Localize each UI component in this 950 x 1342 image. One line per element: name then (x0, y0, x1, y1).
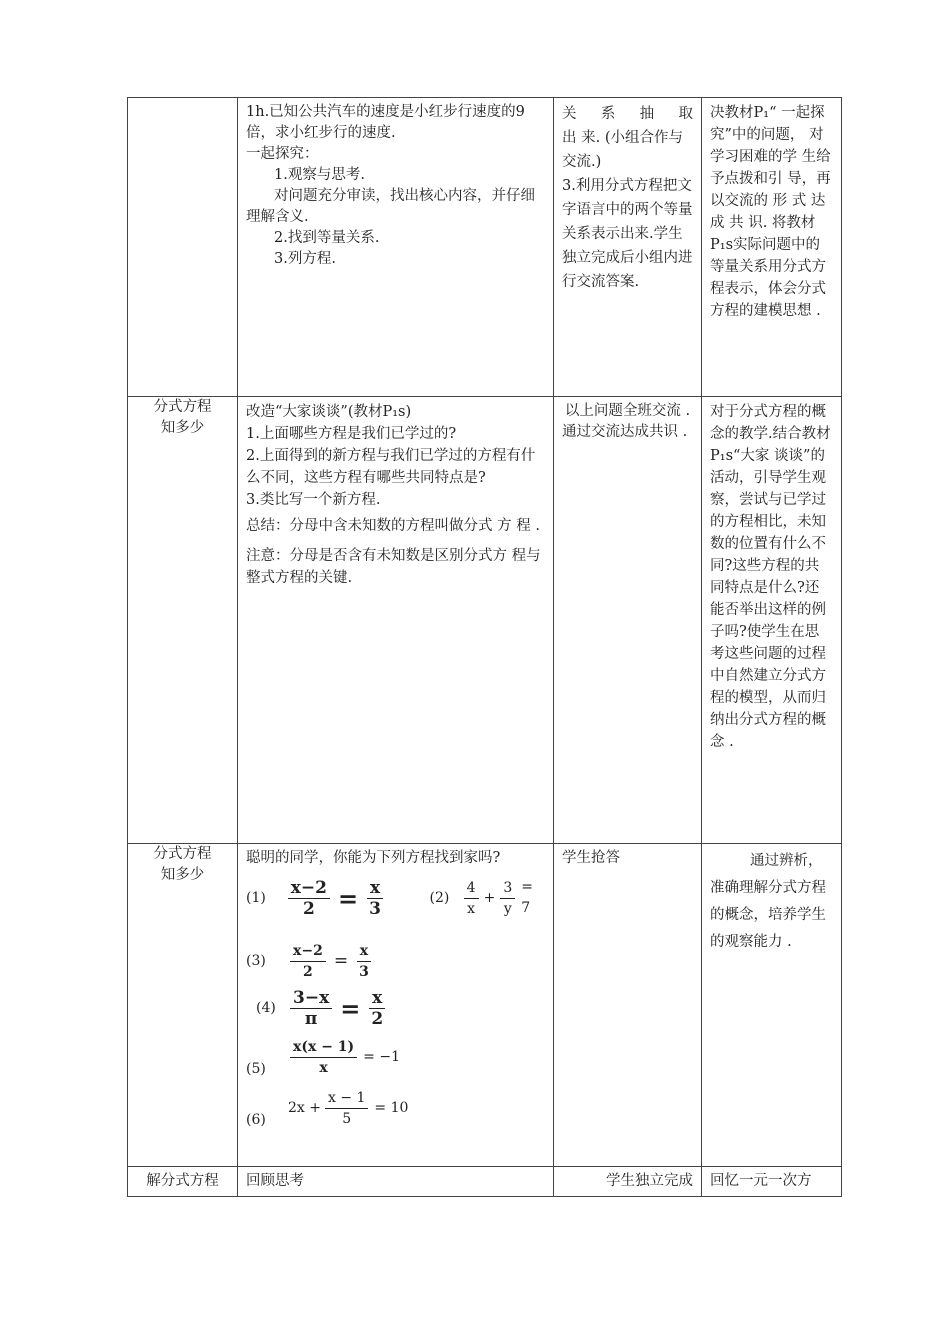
content-line: 1.上面哪些方程是我们已学过的? (246, 426, 457, 442)
note-line: 注意：分母是否含有未知数是区别分式方 程与整式方程的关键. (246, 548, 541, 586)
design-intent-cell: 对于分式方程的概念的教学.结合教材P₁s“大家 谈谈”的活动，引导学生观察，尝试与已学过的方程相比，未知数的位置有什么不同?这些方程的共同特点是什么?还能否举出这样的例子吗?使学生在思考这些问题的过程中自然建立分式方程的模型，从而归纳出分式方程的概念 . (702, 397, 842, 844)
step-1-detail: 对问题充分审读，找出核心内容，并仔细理解含义. (246, 188, 535, 225)
explore-heading: 一起探究： (246, 146, 319, 162)
content-line: 2.上面得到的新方程与我们已学过的方程有什么不同，这些方程有哪些共同特点是? (246, 448, 536, 486)
numerator: x−2 (290, 941, 326, 962)
fraction (325, 1088, 368, 1129)
table-row (128, 844, 842, 1167)
equation-number: (1) (246, 889, 266, 906)
student-line: 3.利用分式方程把文字语言中的两个等量关系表示出来.学生独立完成后小组内进行交流答案. (562, 178, 693, 290)
step-3: 3.列方程. (274, 251, 336, 267)
rhs: = 10 (374, 1100, 409, 1116)
equation-row-5 (246, 1035, 545, 1080)
lesson-plan-table (127, 97, 842, 1197)
denominator: y (503, 900, 512, 917)
equation-number: (2) (429, 889, 450, 906)
student-activity-cell (554, 397, 702, 844)
table-row (128, 98, 842, 397)
fraction (366, 878, 384, 919)
student-line: 关 系 抽 取 (562, 106, 693, 122)
content-cell (238, 844, 554, 1167)
step-1: 1.观察与思考. (274, 167, 365, 183)
student-line: 通过交流达成共识 . (562, 424, 688, 440)
equation-row-6 (246, 1086, 545, 1131)
design-intent-cell: 决教材P₁“ 一起探究”中的问题， 对学习困难的学 生给予点拨和引 导，再以交流的 形 式 达 成 共 识. 将教材P₁s实际问题中的等量关系用分式方程表示，体会分式方程的建模思想 . (702, 98, 842, 397)
table-row (128, 1167, 842, 1197)
equals-sign: = (333, 951, 349, 971)
equals-sign: = (340, 994, 361, 1023)
fraction (500, 878, 515, 919)
content-line: 改造“大家谈谈”(教材P₁s) (246, 404, 412, 420)
rhs: = 7 (521, 879, 533, 916)
numerator: x (357, 941, 371, 962)
stage-cell (128, 98, 238, 397)
equation-number: (3) (246, 953, 266, 969)
table-row (128, 397, 842, 844)
content-cell: 回顾思考 (238, 1167, 554, 1197)
denominator: 2 (303, 964, 313, 980)
content-cell (238, 98, 554, 397)
equation-number: (5) (246, 1061, 266, 1077)
denominator: x (319, 1060, 328, 1076)
problem-text: 1h.已知公共汽车的速度是小红步行速度的9倍，求小红步行的速度. (246, 104, 525, 141)
plus-sign: + (483, 889, 496, 906)
denominator: 3 (369, 898, 381, 919)
fraction (290, 941, 326, 982)
student-activity-cell: 学生独立完成 (554, 1167, 702, 1197)
numerator: 3 (500, 878, 515, 899)
denominator: 5 (342, 1111, 352, 1127)
fraction (356, 941, 372, 982)
step-2: 2.找到等量关系. (274, 230, 380, 246)
design-intent-cell: 回忆一元一次方 (702, 1167, 842, 1197)
student-activity-cell (554, 98, 702, 397)
numerator: 4 (464, 878, 479, 899)
equals-sign: = (337, 883, 359, 913)
numerator: x (369, 988, 385, 1009)
fraction (288, 878, 330, 919)
fraction (464, 878, 479, 919)
fraction (290, 1037, 357, 1078)
equations-prompt: 聪明的同学，你能为下列方程找到家吗? (246, 850, 501, 866)
denominator: 3 (359, 964, 369, 980)
equation-row-1 (246, 877, 545, 919)
rhs: = −1 (363, 1049, 400, 1065)
numerator: x−2 (288, 878, 330, 899)
numerator: x − 1 (325, 1088, 368, 1109)
stage-cell: 分式方程知多少 (128, 844, 238, 1167)
design-intent-cell: 通过辨析，准确理解分式方程的概念，培养学生的观察能力 . (702, 844, 842, 1167)
student-line: 出 来. (小组合作与 交流.) (562, 130, 683, 170)
fraction (368, 988, 386, 1029)
stage-cell: 分式方程知多少 (128, 397, 238, 844)
stage-cell: 解分式方程 (128, 1167, 238, 1197)
lhs: 2x + (288, 1100, 321, 1116)
student-activity-cell: 学生抢答 (554, 844, 702, 1167)
numerator: x (367, 878, 383, 899)
student-line: 以上问题全班交流 . (564, 403, 691, 419)
denominator: π (304, 1009, 318, 1029)
denominator: 2 (371, 1009, 384, 1029)
content-line: 3.类比写一个新方程. (246, 492, 381, 508)
denominator: x (467, 900, 476, 917)
denominator: 2 (302, 898, 315, 919)
equation-row-4 (246, 988, 545, 1029)
numerator: x(x − 1) (290, 1037, 357, 1058)
equation-number: (6) (246, 1112, 266, 1128)
equation-row-3 (246, 941, 545, 982)
summary-line: 总结：分母中含未知数的方程叫做分式 方 程 . (246, 518, 540, 534)
fraction (290, 988, 332, 1029)
numerator: 3−x (290, 988, 332, 1009)
content-cell (238, 397, 554, 844)
equation-number: (4) (256, 1000, 276, 1016)
